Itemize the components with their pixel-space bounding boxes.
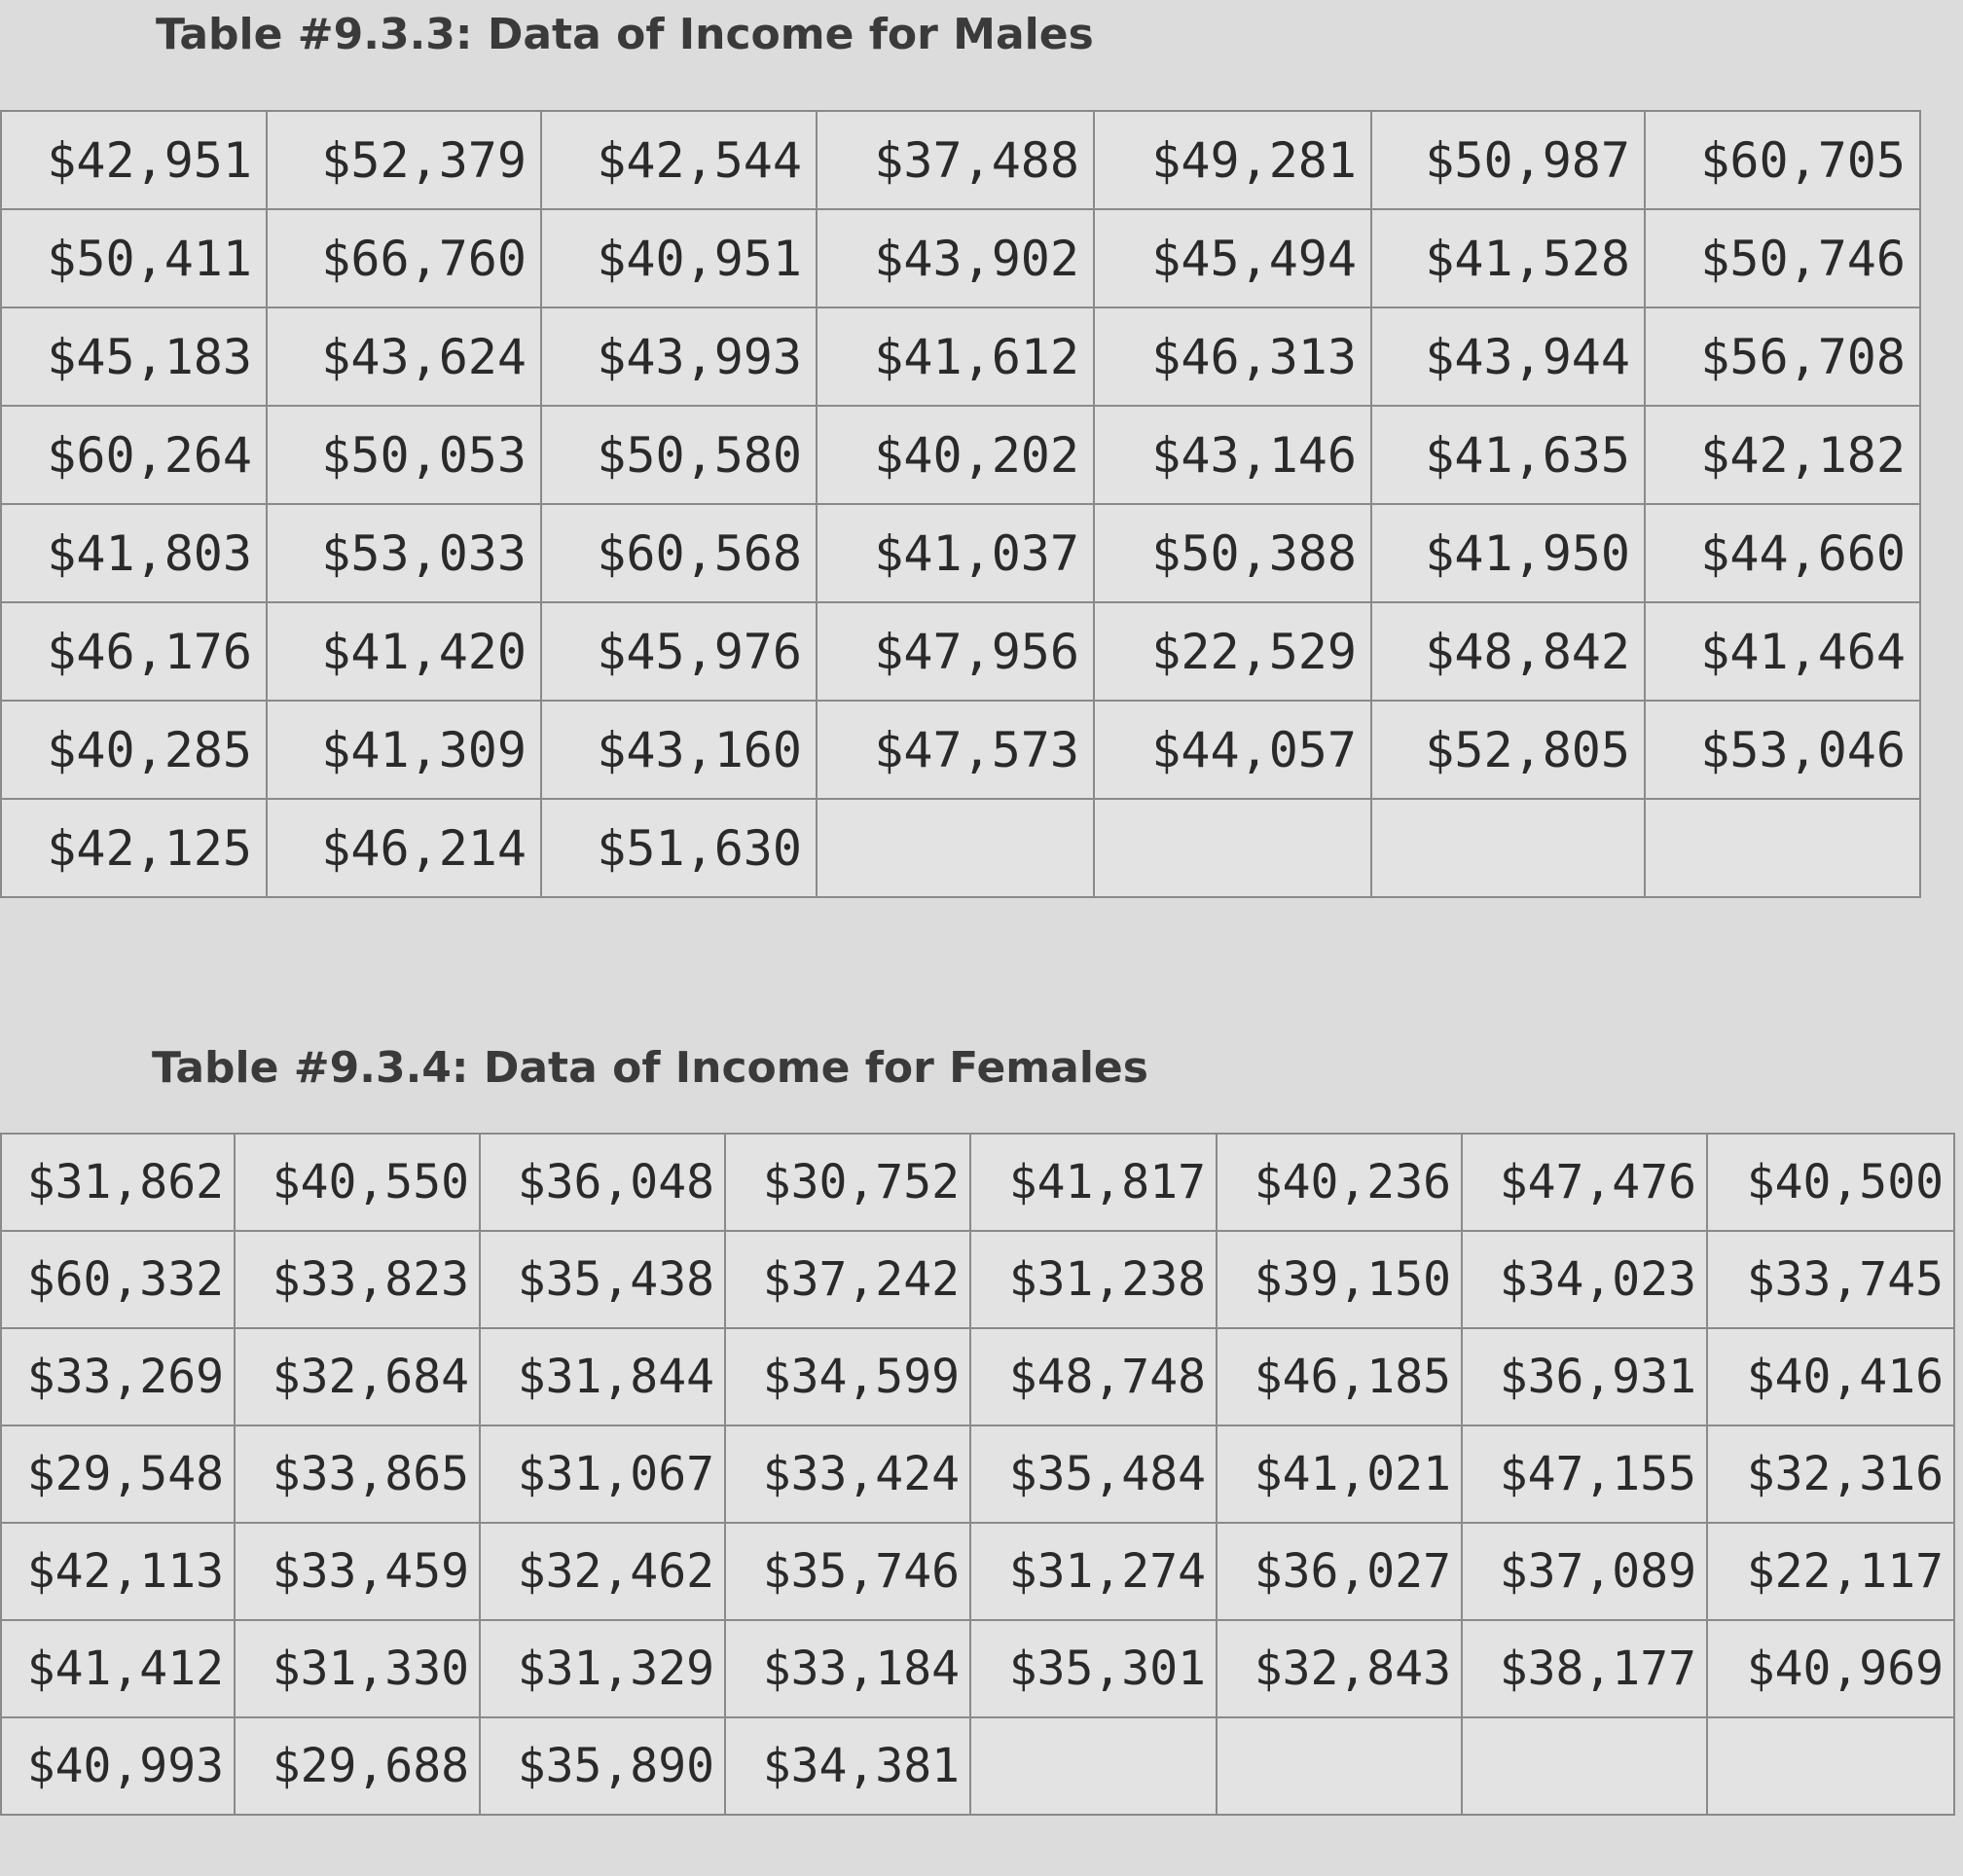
- table-cell: $45,976: [541, 602, 817, 701]
- table-row: [1, 1425, 1954, 1523]
- table-cell: $33,424: [725, 1425, 970, 1523]
- table-cell: $46,185: [1217, 1328, 1462, 1425]
- table-cell: $31,238: [970, 1231, 1217, 1328]
- table-row: [1, 1523, 1954, 1620]
- table-cell: $31,330: [235, 1620, 480, 1717]
- table-cell: $44,660: [1645, 504, 1920, 602]
- table-cell: $42,182: [1645, 406, 1920, 504]
- table-cell: $49,281: [1094, 111, 1371, 209]
- table-cell: $40,285: [1, 701, 267, 799]
- table-cell: $41,950: [1371, 504, 1645, 602]
- table-row: [1, 111, 1920, 209]
- table-row: [1, 209, 1920, 307]
- table-cell: $44,057: [1094, 701, 1371, 799]
- table-cell: [1462, 1717, 1707, 1815]
- table-cell: [817, 799, 1094, 897]
- table-cell: $37,242: [725, 1231, 970, 1328]
- females-table-caption: Table #9.3.4: Data of Income for Females: [152, 1043, 1148, 1093]
- table-cell: $36,048: [480, 1134, 725, 1231]
- table-cell: $36,931: [1462, 1328, 1707, 1425]
- table-cell: $41,464: [1645, 602, 1920, 701]
- table-cell: $43,944: [1371, 307, 1645, 406]
- table-cell: $47,155: [1462, 1425, 1707, 1523]
- table-cell: $45,494: [1094, 209, 1371, 307]
- table-cell: $50,411: [1, 209, 267, 307]
- table-row: [1, 799, 1920, 897]
- table-cell: $40,951: [541, 209, 817, 307]
- table-cell: $43,146: [1094, 406, 1371, 504]
- table-cell: $29,548: [1, 1425, 235, 1523]
- table-row: [1, 1231, 1954, 1328]
- table-cell: $35,484: [970, 1425, 1217, 1523]
- table-cell: $43,993: [541, 307, 817, 406]
- females-table-body: [1, 1134, 1954, 1815]
- table-cell: $56,708: [1645, 307, 1920, 406]
- table-cell: $40,550: [235, 1134, 480, 1231]
- table-cell: $46,214: [267, 799, 541, 897]
- table-cell: $35,746: [725, 1523, 970, 1620]
- table-cell: $31,329: [480, 1620, 725, 1717]
- table-row: [1, 602, 1920, 701]
- table-cell: $42,125: [1, 799, 267, 897]
- table-row: [1, 1717, 1954, 1815]
- table-cell: $43,902: [817, 209, 1094, 307]
- table-cell: $35,438: [480, 1231, 725, 1328]
- table-row: [1, 701, 1920, 799]
- table-cell: $42,951: [1, 111, 267, 209]
- table-cell: $31,862: [1, 1134, 235, 1231]
- table-cell: $35,890: [480, 1717, 725, 1815]
- table-cell: $53,046: [1645, 701, 1920, 799]
- table-cell: $60,568: [541, 504, 817, 602]
- table-cell: $41,412: [1, 1620, 235, 1717]
- table-cell: $41,528: [1371, 209, 1645, 307]
- table-cell: $32,316: [1707, 1425, 1954, 1523]
- table-cell: $66,760: [267, 209, 541, 307]
- table-cell: $37,089: [1462, 1523, 1707, 1620]
- table-cell: [1645, 799, 1920, 897]
- table-cell: $33,269: [1, 1328, 235, 1425]
- table-cell: $32,462: [480, 1523, 725, 1620]
- table-cell: $29,688: [235, 1717, 480, 1815]
- table-row: [1, 1620, 1954, 1717]
- table-cell: $60,705: [1645, 111, 1920, 209]
- table-cell: $33,459: [235, 1523, 480, 1620]
- table-row: [1, 307, 1920, 406]
- table-cell: [1094, 799, 1371, 897]
- table-cell: $31,274: [970, 1523, 1217, 1620]
- table-cell: $40,993: [1, 1717, 235, 1815]
- table-cell: $38,177: [1462, 1620, 1707, 1717]
- table-cell: $22,529: [1094, 602, 1371, 701]
- table-cell: $50,053: [267, 406, 541, 504]
- males-table-body: [1, 111, 1920, 897]
- table-cell: $36,027: [1217, 1523, 1462, 1620]
- table-cell: [1707, 1717, 1954, 1815]
- table-cell: $41,635: [1371, 406, 1645, 504]
- table-cell: $31,844: [480, 1328, 725, 1425]
- table-cell: $47,476: [1462, 1134, 1707, 1231]
- table-cell: $52,379: [267, 111, 541, 209]
- table-cell: $33,865: [235, 1425, 480, 1523]
- table-cell: $42,544: [541, 111, 817, 209]
- table-cell: $60,332: [1, 1231, 235, 1328]
- table-cell: $33,745: [1707, 1231, 1954, 1328]
- table-cell: $48,842: [1371, 602, 1645, 701]
- table-cell: $35,301: [970, 1620, 1217, 1717]
- table-cell: $43,160: [541, 701, 817, 799]
- table-cell: $47,573: [817, 701, 1094, 799]
- table-cell: $50,580: [541, 406, 817, 504]
- table-cell: $41,309: [267, 701, 541, 799]
- table-cell: $41,021: [1217, 1425, 1462, 1523]
- table-cell: $51,630: [541, 799, 817, 897]
- table-cell: $40,202: [817, 406, 1094, 504]
- table-cell: $41,803: [1, 504, 267, 602]
- table-row: [1, 406, 1920, 504]
- table-cell: $40,236: [1217, 1134, 1462, 1231]
- table-cell: $60,264: [1, 406, 267, 504]
- males-table-caption: Table #9.3.3: Data of Income for Males: [156, 10, 1094, 59]
- table-cell: [1371, 799, 1645, 897]
- table-cell: $42,113: [1, 1523, 235, 1620]
- table-cell: $48,748: [970, 1328, 1217, 1425]
- table-cell: $40,969: [1707, 1620, 1954, 1717]
- table-cell: $22,117: [1707, 1523, 1954, 1620]
- table-row: [1, 1328, 1954, 1425]
- table-cell: $50,746: [1645, 209, 1920, 307]
- table-cell: $52,805: [1371, 701, 1645, 799]
- table-cell: $31,067: [480, 1425, 725, 1523]
- table-cell: $47,956: [817, 602, 1094, 701]
- table-cell: $34,599: [725, 1328, 970, 1425]
- table-cell: $41,817: [970, 1134, 1217, 1231]
- table-cell: $40,416: [1707, 1328, 1954, 1425]
- table-cell: $34,381: [725, 1717, 970, 1815]
- table-cell: [1217, 1717, 1462, 1815]
- males-income-table: [0, 110, 1921, 898]
- table-cell: $32,684: [235, 1328, 480, 1425]
- table-cell: $33,184: [725, 1620, 970, 1717]
- table-cell: $34,023: [1462, 1231, 1707, 1328]
- table-cell: $32,843: [1217, 1620, 1462, 1717]
- table-cell: $39,150: [1217, 1231, 1462, 1328]
- table-cell: $30,752: [725, 1134, 970, 1231]
- table-cell: $53,033: [267, 504, 541, 602]
- table-cell: $46,176: [1, 602, 267, 701]
- table-cell: [970, 1717, 1217, 1815]
- table-cell: $41,037: [817, 504, 1094, 602]
- table-cell: $40,500: [1707, 1134, 1954, 1231]
- table-row: [1, 504, 1920, 602]
- table-cell: $45,183: [1, 307, 267, 406]
- table-cell: $46,313: [1094, 307, 1371, 406]
- table-row: [1, 1134, 1954, 1231]
- table-cell: $41,612: [817, 307, 1094, 406]
- table-cell: $37,488: [817, 111, 1094, 209]
- table-cell: $41,420: [267, 602, 541, 701]
- table-cell: $43,624: [267, 307, 541, 406]
- females-income-table: [0, 1133, 1955, 1816]
- table-cell: $33,823: [235, 1231, 480, 1328]
- table-cell: $50,987: [1371, 111, 1645, 209]
- table-cell: $50,388: [1094, 504, 1371, 602]
